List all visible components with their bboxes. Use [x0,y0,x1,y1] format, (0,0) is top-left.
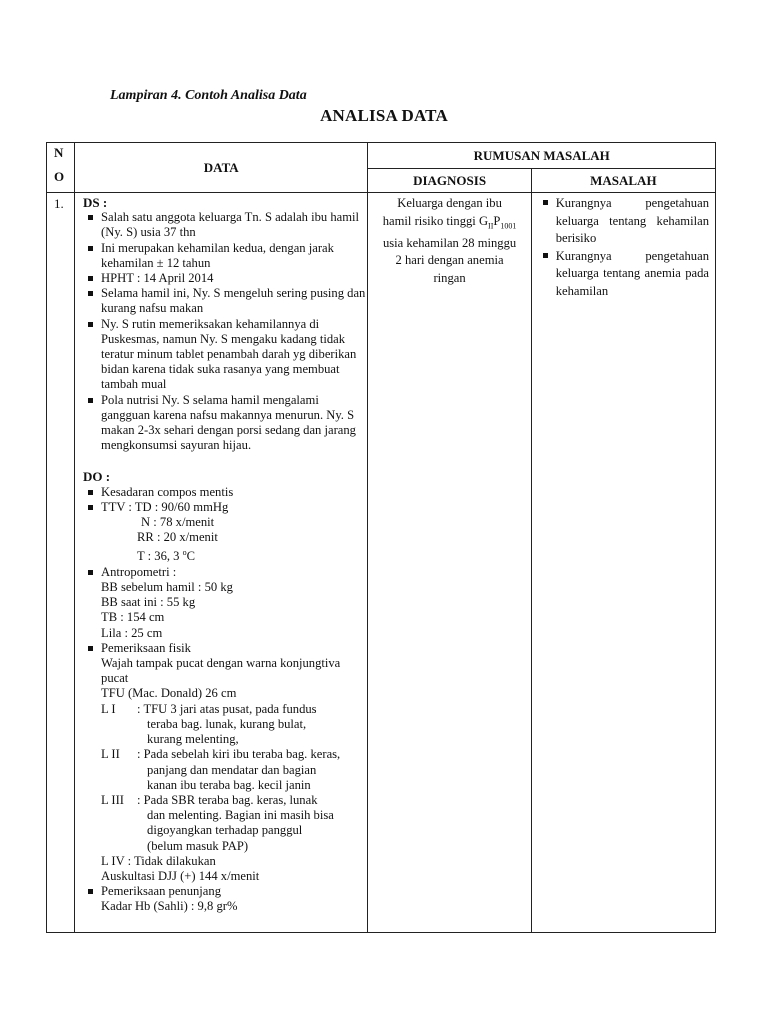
header-masalah-label: MASALAH [590,172,657,188]
list-item: Kesadaran compos mentis [83,485,365,500]
ttv-t-unit: C [186,549,196,564]
antro-line: Lila : 25 cm [101,625,163,640]
header-diagnosis [368,169,531,193]
antro-label: Antropometri : [101,564,177,579]
fisik-label: Pemeriksaan fisik [101,640,191,655]
list-item: Kurangnya pengetahuan keluarga tentang anemia pada kehamilan [538,248,709,301]
leopold-key: L II [101,747,120,762]
list-item: HPHT : 14 April 2014 [83,271,365,286]
leopold-key: L III [101,792,124,807]
diagnosis-line: 2 hari dengan anemia [395,253,504,268]
row-number: 1. [47,193,75,933]
leopold-key: L I [101,701,116,716]
header-no-top: N [54,145,64,160]
ds-label: DS : [83,195,108,210]
page-title: ANALISA DATA [320,106,448,125]
ds-list [83,210,365,453]
antro-line: TB : 154 cm [101,610,165,625]
ttv-t-degree: o [182,548,187,558]
gravida-sub: II [488,221,494,231]
list-item: Salah satu anggota keluarga Tn. S adalah ibu hamil (Ny. S) usia 37 thn [83,210,365,240]
auskultasi-djj: Auskultasi DJJ (+) 144 x/menit [101,868,260,883]
header-data [75,143,368,193]
leopold-text: teraba bag. lunak, kurang bulat, [147,716,307,731]
diagnosis-line: usia kehamilan 28 minggu [382,235,517,250]
ttv-n: N : 78 x/menit [141,515,215,530]
diagnosis-text: hamil risiko tinggi G [382,213,489,228]
appendix-caption: Lampiran 4. Contoh Analisa Data [110,88,307,103]
ttv-td: TTV : TD : 90/60 mmHg [101,499,229,514]
diagnosis-cell [368,193,531,933]
ttv-t [101,545,365,564]
header-diagnosis-label: DIAGNOSIS [413,172,487,188]
ttv-t-value: T : 36, 3 [137,549,183,564]
leopold-text: : Pada sebelah kiri ibu teraba bag. keras, [137,747,341,762]
leopold-text: (belum masuk PAP) [147,838,249,853]
leopold-text: dan melenting. Bagian ini masih bisa [147,808,334,823]
header-data-label: DATA [203,159,239,175]
para-sub: 1001 [500,221,517,231]
leopold-text: digoyangkan terhadap panggul [147,823,303,838]
do-label: DO : [83,469,111,485]
diagnosis-line: ringan [433,270,466,285]
leopold-text: : TFU 3 jari atas pusat, pada fundus [137,701,317,716]
leopold-1 [101,702,365,748]
header-no-bottom: O [54,169,65,184]
list-item-ttv [83,500,365,565]
diagnosis-line: Keluarga dengan ibu [397,196,502,210]
list-item: Selama hamil ini, Ny. S mengeluh sering pusing dan kurang nafsu makan [83,286,365,316]
do-list [83,485,365,915]
antro-line: BB sebelum hamil : 50 kg [101,580,233,595]
leopold-text: panjang dan mendatar dan bagian [147,762,317,777]
leopold-2 [101,747,365,793]
fisik-line: TFU (Mac. Donald) 26 cm [101,686,237,701]
list-item: Ini merupakan kehamilan kedua, dengan jarak kehamilan ± 12 tahun [83,241,365,271]
leopold-4: L IV : Tidak dilakukan [101,853,216,868]
list-item: Kurangnya pengetahuan keluarga tentang kehamilan berisiko [538,195,709,248]
list-item: Pola nutrisi Ny. S selama hamil mengalami gangguan karena nafsu makannya menurun. Ny. S makan 2-3x sehari dengan porsi sedang dan jarang mengkonsumsi sayuran hijau. [83,393,365,454]
masalah-cell [531,193,715,933]
list-item-pemeriksaan-fisik [83,641,365,884]
fisik-line: Wajah tampak pucat dengan warna konjungtiva pucat [101,656,341,686]
para-letter: P [493,213,501,228]
data-cell [75,193,368,933]
header-rumusan-label: RUMUSAN MASALAH [473,147,610,163]
header-masalah [531,169,715,193]
header-no [47,143,75,193]
diagnosis-line [372,213,526,235]
list-item: Ny. S rutin memeriksakan kehamilannya di Puskesmas, namun Ny. S mengaku kadang tidak teratur minum tablet penambah darah yg diberikan bidan karena tidak suka rasanya yang membuat tambah mual [83,317,365,393]
list-item-penunjang [83,884,365,914]
masalah-list [538,195,709,301]
leopold-3 [101,793,365,854]
analysis-table [46,142,716,933]
list-item-antropometri [83,565,365,641]
leopold-text: : Pada SBR teraba bag. keras, lunak [137,792,318,807]
antro-line: BB saat ini : 55 kg [101,595,196,610]
ttv-rr: RR : 20 x/menit [137,530,218,545]
penunjang-label: Pemeriksaan penunjang [101,884,221,899]
kadar-hb: Kadar Hb (Sahli) : 9,8 gr% [101,899,238,914]
leopold-text: kurang melenting, [147,732,239,747]
leopold-text: kanan ibu teraba bag. kecil janin [147,777,311,792]
header-rumusan [368,143,716,169]
